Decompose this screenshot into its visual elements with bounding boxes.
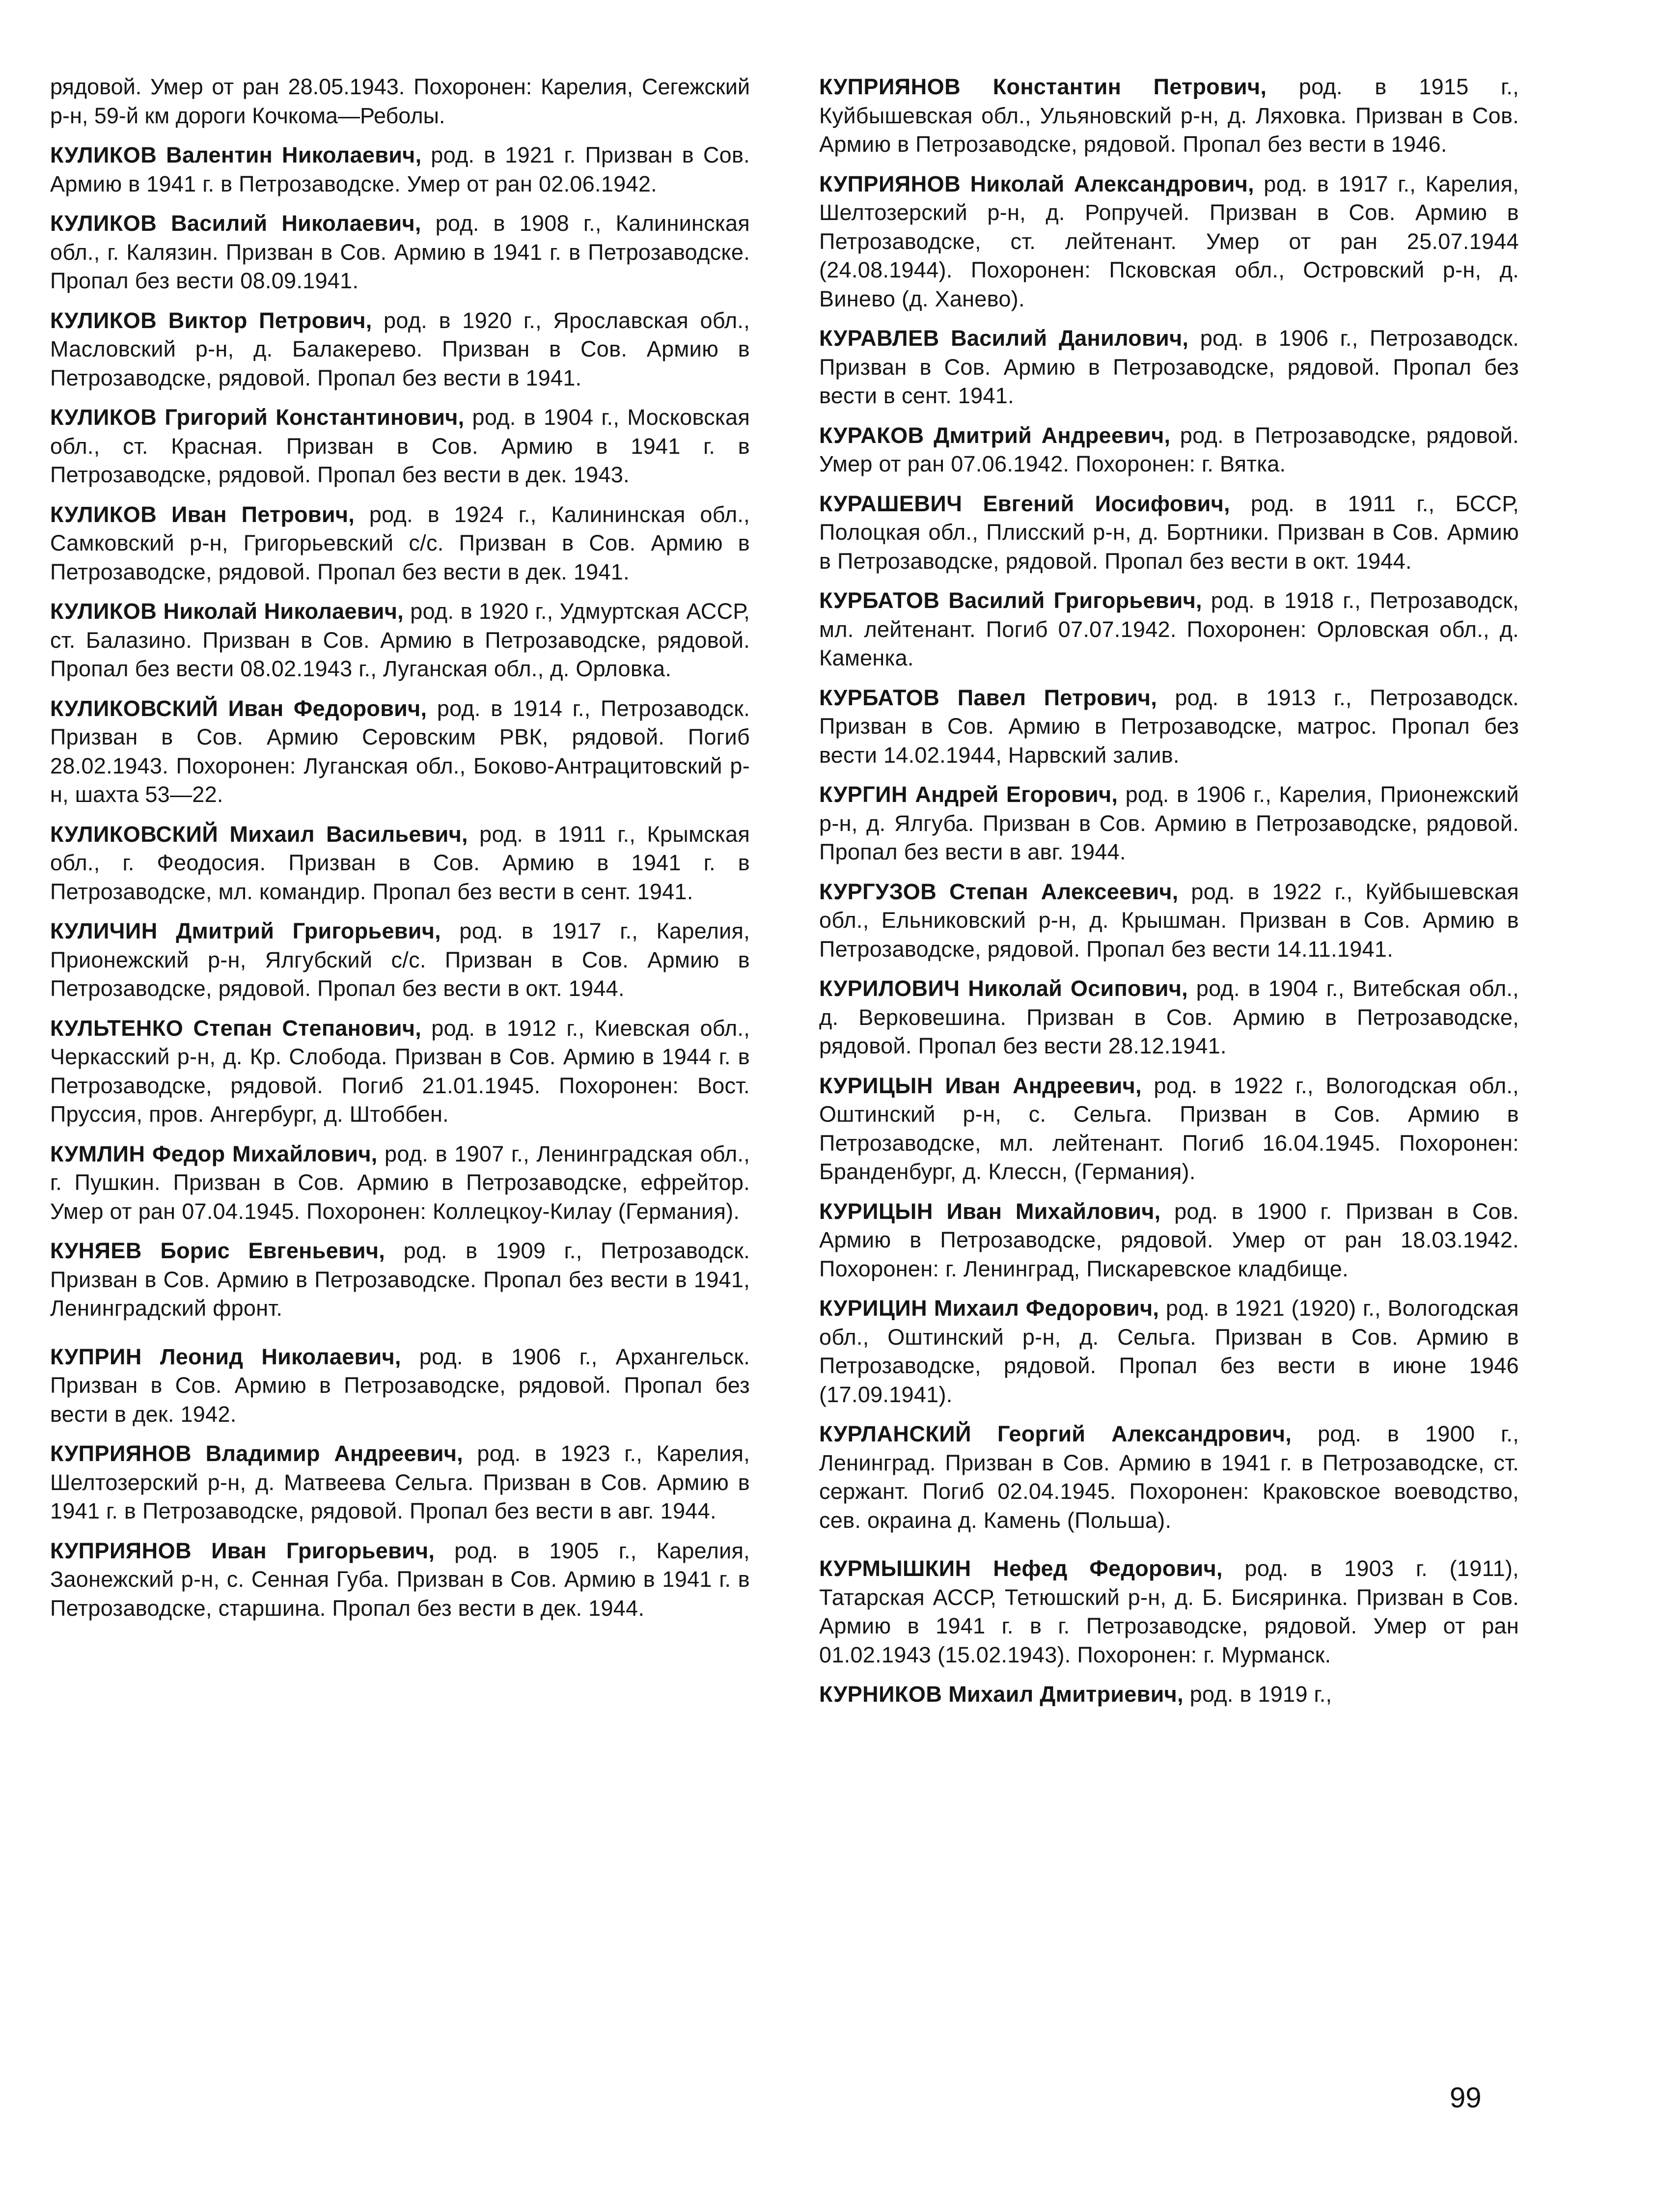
entry-surname: КУРАКОВ <box>819 422 924 448</box>
entry-surname: КУЛИКОВ <box>50 211 157 236</box>
entry-given-name: Михаил Федорович, <box>934 1296 1159 1321</box>
entry-given-name: Иван Федорович, <box>228 695 427 721</box>
biography-entry <box>819 1680 1519 1709</box>
entry-text: род. в 1920 г., Ярославская обл., Масловский р-н, д. Балакерево. Призван в Сов. Армию в Петрозаводске, рядовой. Пропал без вести в 1941. <box>50 307 750 390</box>
entry-text: род. в 1913 г., Петрозаводск. Призван в Сов. Армию в Петрозаводске, матрос. Пропал без вести 14.02.1944, Нарвский залив. <box>819 685 1519 768</box>
entry-given-name: Степан Алексеевич, <box>949 879 1179 904</box>
biography-entry <box>819 170 1519 314</box>
entry-text: род. в 1915 г., Куйбышевская обл., Ульяновский р-н, д. Ляховка. Призван в Сов. Армию в Петрозаводске, рядовой. Пропал без вести в 1946. <box>819 74 1519 157</box>
entry-text: род. в 1911 г., БССР, Полоцкая обл., Плисский р-н, д. Бортники. Призван в Сов. Армию в Петрозаводске, рядовой. Пропал без вести в окт. 1944. <box>819 491 1519 574</box>
entry-given-name: Владимир Андреевич, <box>205 1441 463 1466</box>
entry-surname: КУПРИЯНОВ <box>819 74 961 99</box>
biography-entry <box>50 500 750 587</box>
biography-entry <box>50 820 750 907</box>
entry-surname: КУРБАТОВ <box>819 685 940 710</box>
biography-entry <box>819 878 1519 964</box>
entry-text: род. в 1924 г., Калининская обл., Самковский р-н, Григорьевский с/с. Призван в Сов. Армию в Петрозаводске, рядовой. Пропал без вести в дек. 1941. <box>50 501 750 584</box>
biography-entry <box>819 1072 1519 1187</box>
entry-given-name: Дмитрий Андреевич, <box>934 422 1171 448</box>
biography-entry <box>50 1439 750 1526</box>
entry-text: род. в 1906 г., Петрозаводск. Призван в Сов. Армию в Петрозаводске, рядовой. Пропал без вести в сент. 1941. <box>819 326 1519 408</box>
entry-given-name: Василий Григорьевич, <box>948 588 1202 613</box>
entry-surname: КУРЛАНСКИЙ <box>819 1421 971 1446</box>
entry-given-name: Иван Андреевич, <box>945 1073 1142 1098</box>
entry-given-name: Николай Осипович, <box>968 976 1188 1001</box>
entry-text: род. в 1922 г., Вологодская обл., Оштинский р-н, с. Сельга. Призван в Сов. Армию в Петрозаводске, мл. лейтенант. Погиб 16.04.1945. Похоронен: Бранденбург, д. Клессн, (Германия). <box>819 1073 1519 1184</box>
right-entries-list <box>819 73 1519 1709</box>
entry-surname: КУРАВЛЕВ <box>819 326 939 351</box>
entry-given-name: Виктор Петрович, <box>168 307 372 333</box>
entry-text: род. в 1919 г., <box>1183 1682 1332 1707</box>
biography-entry <box>50 1237 750 1323</box>
entry-text: род. в 1900 г., Ленинград. Призван в Сов. Армию в 1941 г. в Петрозаводске, ст. сержант. Погиб 02.04.1945. Похоронен: Краковское воеводство, сев. окраина д. Камень (Польша). <box>819 1421 1519 1533</box>
biography-entry <box>50 141 750 198</box>
entry-given-name: Павел Петрович, <box>957 685 1158 710</box>
biography-entry <box>50 209 750 296</box>
biography-entry <box>819 684 1519 770</box>
biography-entry <box>819 780 1519 867</box>
continuation-text: рядовой. Умер от ран 28.05.1943. Похоронен: Карелия, Сегежский р-н, 59-й км дороги Кочкома—Реболы. <box>50 74 750 128</box>
biography-entry <box>819 1420 1519 1535</box>
biography-entry <box>50 1014 750 1129</box>
entry-given-name: Григорий Константинович, <box>165 405 465 430</box>
entry-surname: КУПРИЯНОВ <box>50 1441 192 1466</box>
entry-given-name: Георгий Александрович, <box>997 1421 1292 1446</box>
entry-given-name: Михаил Дмитриевич, <box>948 1682 1184 1707</box>
entry-text: род. в 1911 г., Крымская обл., г. Феодосия. Призван в Сов. Армию в 1941 г. в Петрозаводске, мл. командир. Пропал без вести в сент. 1941. <box>50 821 750 904</box>
entry-text: род. в 1907 г., Ленинградская обл., г. Пушкин. Призван в Сов. Армию в Петрозаводске, ефрейтор. Умер от ран 07.04.1945. Похоронен: Коллецкоу-Килау (Германия). <box>50 1141 750 1224</box>
entry-surname: КУЛИКОВСКИЙ <box>50 695 219 721</box>
entry-text: род. в 1921 г. Призван в Сов. Армию в 1941 г. в Петрозаводске. Умер от ран 02.06.1942. <box>50 142 750 196</box>
entry-text: род. в Петрозаводске, рядовой. Умер от ран 07.06.1942. Похоронен: г. Вятка. <box>819 422 1519 476</box>
entry-surname: КУЛИЧИН <box>50 918 158 943</box>
entry-surname: КУРАШЕВИЧ <box>819 491 963 516</box>
entry-given-name: Дмитрий Григорьевич, <box>176 918 441 943</box>
entry-given-name: Иван Григорьевич, <box>211 1538 435 1563</box>
entry-given-name: Андрей Егорович, <box>915 782 1118 807</box>
entry-surname: КУЛИКОВ <box>50 599 157 624</box>
entry-surname: КУЛИКОВ <box>50 405 157 430</box>
biography-entry <box>819 490 1519 576</box>
entry-given-name: Степан Степанович, <box>193 1015 422 1041</box>
biography-entry <box>819 586 1519 673</box>
entry-surname: КУЛИКОВ <box>50 142 157 167</box>
biography-entry <box>50 1343 750 1429</box>
biography-entry <box>50 403 750 490</box>
entry-text: род. в 1914 г., Петрозаводск. Призван в Сов. Армию Серовским РВК, рядовой. Погиб 28.02.1943. Похоронен: Луганская обл., Боково-Антрацитовский р-н, шахта 53—22. <box>50 695 750 807</box>
entry-surname: КУРГУЗОВ <box>819 879 937 904</box>
entry-given-name: Михаил Васильевич, <box>229 821 468 847</box>
entry-surname: КУМЛИН <box>50 1141 145 1166</box>
entry-given-name: Василий Николаевич, <box>171 211 421 236</box>
biography-entry <box>50 1140 750 1226</box>
left-column <box>50 73 750 1633</box>
entry-given-name: Леонид Николаевич, <box>160 1344 401 1369</box>
biography-entry <box>50 917 750 1003</box>
entry-surname: КУРИЦИН <box>819 1296 928 1321</box>
entry-text: род. в 1904 г., Московская обл., ст. Красная. Призван в Сов. Армию в 1941 г. в Петрозаводске, рядовой. Пропал без вести в дек. 1943. <box>50 405 750 487</box>
biography-entry <box>819 1554 1519 1669</box>
biography-entry <box>819 1197 1519 1284</box>
entry-text: род. в 1917 г., Карелия, Шелтозерский р-н, д. Ропручей. Призван в Сов. Армию в Петрозаводске, ст. лейтенант. Умер от ран 25.07.1944 (24.08.1944). Похоронен: Псковская обл., Островский р-н, д. Винево (д. Ханево). <box>819 171 1519 311</box>
entry-surname: КУРИЦЫН <box>819 1073 933 1098</box>
entry-surname: КУРИЦЫН <box>819 1198 933 1224</box>
entry-text: род. в 1906 г., Карелия, Прионежский р-н, д. Ялгуба. Призван в Сов. Армию в Петрозаводске, рядовой. Пропал без вести в авг. 1944. <box>819 782 1519 864</box>
entry-surname: КУЛЬТЕНКО <box>50 1015 184 1041</box>
entry-text: род. в 1905 г., Карелия, Заонежский р-н, с. Сенная Губа. Призван в Сов. Армию в 1941 г. в Петрозаводске, старшина. Пропал без вести в дек. 1944. <box>50 1538 750 1621</box>
entry-text: род. в 1909 г., Петрозаводск. Призван в Сов. Армию в Петрозаводске. Пропал без вести в 1941, Ленинградский фронт. <box>50 1238 750 1321</box>
biography-entry <box>819 73 1519 159</box>
right-column <box>819 73 1519 1720</box>
biography-entry <box>819 974 1519 1061</box>
entry-text: род. в 1917 г., Карелия, Прионежский р-н, Ялгубский с/с. Призван в Сов. Армию в Петрозаводске, рядовой. Пропал без вести в окт. 1944. <box>50 918 750 1001</box>
biography-entry <box>819 324 1519 411</box>
entry-surname: КУПРИН <box>50 1344 142 1369</box>
entry-text: род. в 1903 г. (1911), Татарская АССР, Тетюшский р-н, д. Б. Бисяринка. Призван в Сов. Армию в 1941 г. в г. Петрозаводске, рядовой. Умер от ран 01.02.1943 (15.02.1943). Похоронен: г. Мурманск. <box>819 1556 1519 1667</box>
biography-entry <box>819 421 1519 479</box>
entry-surname: КУНЯЕВ <box>50 1238 142 1263</box>
entry-given-name: Евгений Иосифович, <box>983 491 1230 516</box>
entry-text: род. в 1923 г., Карелия, Шелтозерский р-н, д. Матвеева Сельга. Призван в Сов. Армию в 1941 г. в Петрозаводске, рядовой. Пропал без вести в авг. 1944. <box>50 1441 750 1523</box>
entry-surname: КУПРИЯНОВ <box>50 1538 192 1563</box>
entry-surname: КУЛИКОВ <box>50 501 157 527</box>
biography-entry <box>50 597 750 684</box>
entry-surname: КУРБАТОВ <box>819 588 940 613</box>
left-entries-list <box>50 141 750 1623</box>
entry-text: род. в 1920 г., Удмуртская АССР, ст. Балазино. Призван в Сов. Армию в Петрозаводске, рядовой. Пропал без вести 08.02.1943 г., Луганская обл., д. Орловка. <box>50 599 750 681</box>
entry-given-name: Валентин Николаевич, <box>166 142 422 167</box>
entry-given-name: Николай Николаевич, <box>163 599 404 624</box>
entry-given-name: Федор Михайлович, <box>152 1141 378 1166</box>
entry-surname: КУРГИН <box>819 782 908 807</box>
entry-surname: КУРМЫШКИН <box>819 1556 971 1581</box>
entry-given-name: Василий Данилович, <box>951 326 1189 351</box>
page-number: 99 <box>1450 2082 1482 2114</box>
entry-given-name: Константин Петрович, <box>992 74 1267 99</box>
entry-surname: КУПРИЯНОВ <box>819 171 961 196</box>
entry-given-name: Иван Петрович, <box>171 501 355 527</box>
entry-surname: КУЛИКОВСКИЙ <box>50 821 219 847</box>
entry-surname: КУЛИКОВ <box>50 307 157 333</box>
biography-entry <box>50 306 750 393</box>
biography-entry <box>50 694 750 809</box>
entry-text: род. в 1900 г. Призван в Сов. Армию в Петрозаводске, рядовой. Умер от ран 18.03.1942. Похоронен: г. Ленинград, Пискаревское кладбище. <box>819 1198 1519 1281</box>
entry-text: род. в 1908 г., Калининская обл., г. Калязин. Призван в Сов. Армию в 1941 г. в Петрозаводске. Пропал без вести 08.09.1941. <box>50 211 750 293</box>
entry-surname: КУРИЛОВИЧ <box>819 976 960 1001</box>
biography-entry <box>50 1537 750 1623</box>
biography-entry <box>819 1294 1519 1409</box>
entry-text: род. в 1906 г., Архангельск. Призван в Сов. Армию в Петрозаводске, рядовой. Пропал без вести в дек. 1942. <box>50 1344 750 1427</box>
entry-given-name: Нефед Федорович, <box>993 1556 1223 1581</box>
entry-text: род. в 1921 (1920) г., Вологодская обл., Оштинский р-н, д. Сельга. Призван в Сов. Армию в Петрозаводске, рядовой. Пропал без вести в июне 1946 (17.09.1941). <box>819 1296 1519 1407</box>
entry-surname: КУРНИКОВ <box>819 1682 942 1707</box>
entry-text: род. в 1918 г., Петрозаводск, мл. лейтенант. Погиб 07.07.1942. Похоронен: Орловская обл., д. Каменка. <box>819 588 1519 670</box>
entry-given-name: Иван Михайлович, <box>946 1198 1161 1224</box>
entry-text: род. в 1904 г., Витебская обл., д. Верковешина. Призван в Сов. Армию в Петрозаводске, рядовой. Пропал без вести 28.12.1941. <box>819 976 1519 1058</box>
entry-text: род. в 1922 г., Куйбышевская обл., Ельниковский р-н, д. Крышман. Призван в Сов. Армию в Петрозаводске, рядовой. Пропал без вести 14.11.1941. <box>819 879 1519 962</box>
entry-given-name: Николай Александрович, <box>970 171 1254 196</box>
entry-given-name: Борис Евгеньевич, <box>160 1238 386 1263</box>
entry-text: род. в 1912 г., Киевская обл., Черкасский р-н, д. Кр. Слобода. Призван в Сов. Армию в 1944 г. в Петрозаводске, рядовой. Погиб 21.01.1945. Похоронен: Вост. Пруссия, пров. Ангербург, д. Штоббен. <box>50 1015 750 1127</box>
